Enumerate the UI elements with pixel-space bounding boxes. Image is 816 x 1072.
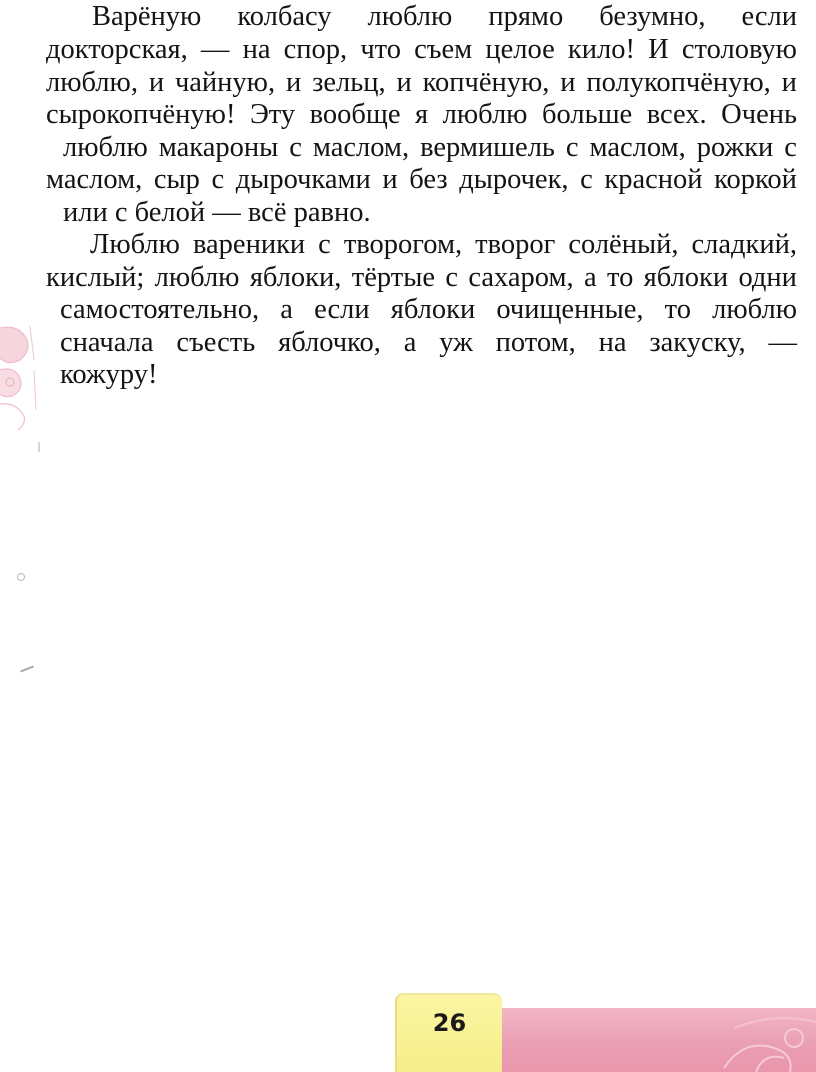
text-line: люблю макароны с маслом, вермишель с маслом, рожки с: [63, 132, 797, 163]
text-line: люблю, и чайную, и зельц, и копчёную, и полукопчёную, и: [46, 67, 797, 98]
page-number: 26: [432, 1009, 467, 1037]
text-line: маслом, сыр с дырочками и без дырочек, с красной коркой: [46, 164, 797, 195]
text-line: докторская, — на спор, что съем целое кило! И столовую: [46, 34, 797, 65]
margin-stroke: [20, 665, 34, 672]
text-line: Варёную колбасу люблю прямо безумно, если: [92, 1, 797, 32]
left-ornament: [0, 320, 42, 430]
text-line: сначала съесть яблочко, а уж потом, на закуску, —: [60, 327, 797, 358]
margin-mark: [38, 442, 40, 452]
margin-dot: [17, 573, 25, 581]
text-line: самостоятельно, а если яблоки очищенные, то люблю: [60, 294, 797, 325]
text-line: Люблю вареники с творогом, творог солёный, сладкий,: [90, 229, 797, 260]
text-line: кожуру!: [60, 359, 158, 390]
page-number-tab: [395, 993, 502, 1072]
text-line: сырокопчёную! Эту вообще я люблю больше всех. Очень: [46, 99, 797, 130]
footer-band: [494, 1008, 816, 1072]
text-line: или с белой — всё равно.: [63, 197, 371, 228]
text-line: кислый; люблю яблоки, тёртые с сахаром, а то яблоки одни: [46, 262, 797, 293]
